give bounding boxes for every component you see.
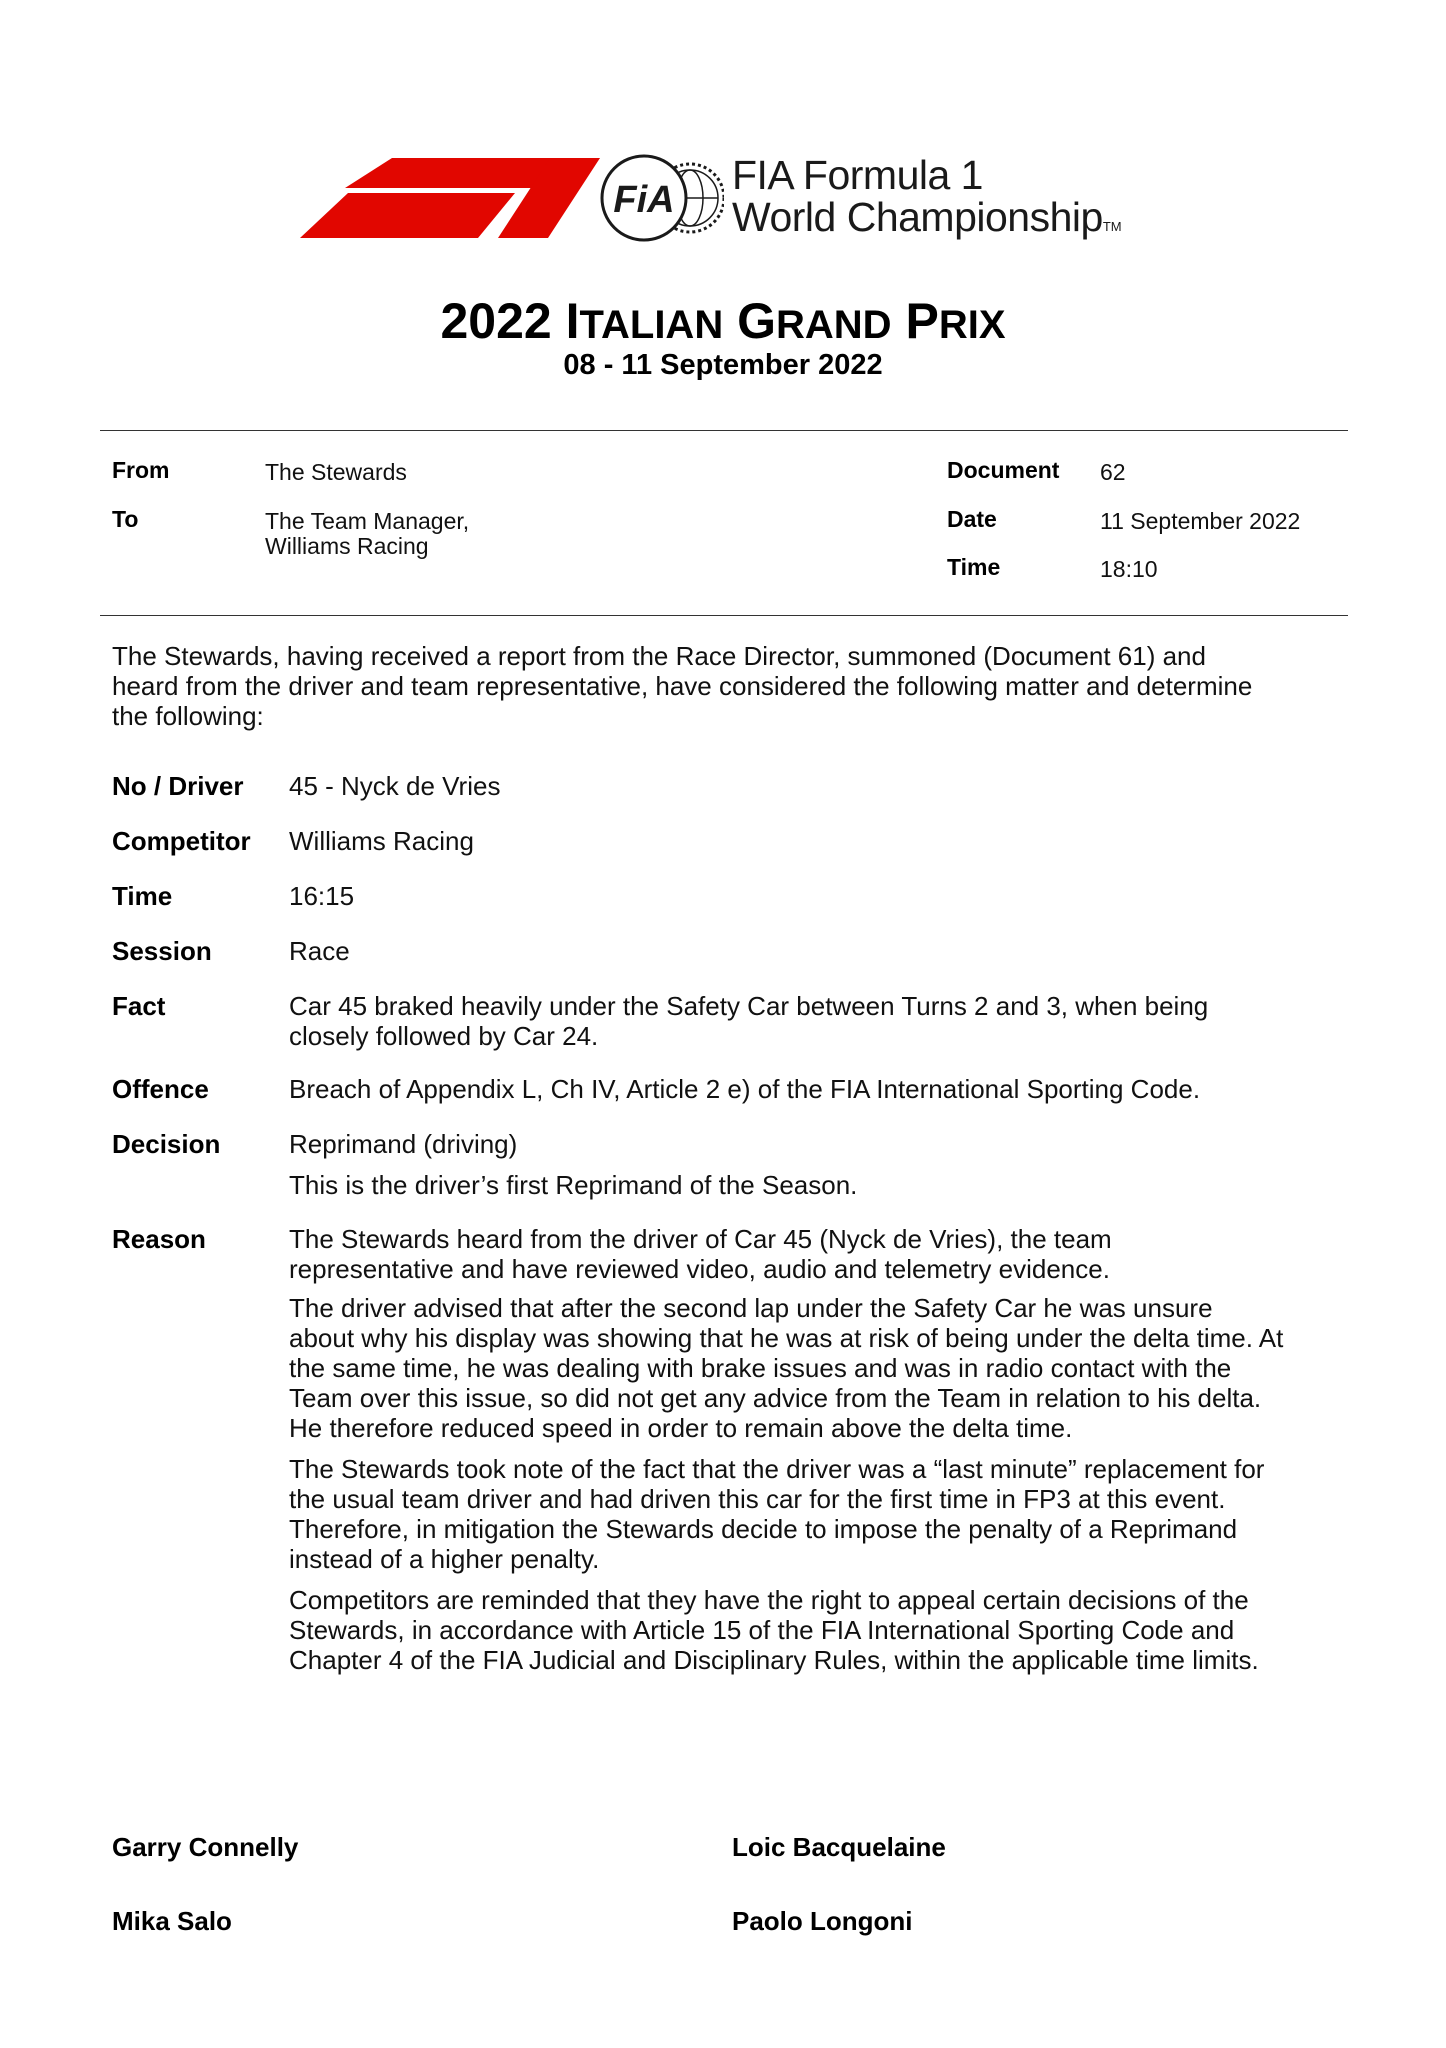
date-value: 11 September 2022 — [1100, 508, 1301, 534]
page-title: 2022 ITALIAN GRAND PRIX — [440, 293, 1006, 349]
trademark-symbol: TM — [1102, 219, 1122, 234]
reason-paragraph-2: The driver advised that after the second lap under the Safety Car he was unsure about why his display was showing that he was at risk of being under the delta time. At the same time, he was dealing with brake issues and was in radio contact with the Team over this issue, so did not get any advice from the Team in relation to his delta. He therefore reduced speed in order to remain above the delta time. — [289, 1293, 1284, 1443]
fact-value: Car 45 braked heavily under the Safety Car between Turns 2 and 3, when being closely followed by Car 24. — [289, 991, 1209, 1051]
championship-wordmark — [732, 154, 1122, 248]
competitor-label: Competitor — [112, 826, 251, 856]
logo-text-line2: World ChampionshipTM — [732, 194, 1122, 240]
offence-value: Breach of Appendix L, Ch IV, Article 2 e) of the FIA International Sporting Code. — [289, 1074, 1201, 1104]
signatory-garry-connelly: Garry Connelly — [112, 1832, 299, 1862]
date-label: Date — [947, 506, 997, 532]
signatory-mika-salo: Mika Salo — [112, 1906, 232, 1936]
from-label: From — [112, 457, 170, 483]
signatory-loic-bacquelaine: Loic Bacquelaine — [732, 1832, 946, 1862]
fact-label: Fact — [112, 991, 166, 1021]
to-label: To — [112, 506, 139, 532]
logo-text-line1: FIA Formula 1 — [732, 152, 983, 198]
reason-label: Reason — [112, 1224, 206, 1254]
signatory-paolo-longoni: Paolo Longoni — [732, 1906, 913, 1936]
decision-note: This is the driver’s first Reprimand of the Season. — [289, 1170, 858, 1200]
decision-value: Reprimand (driving) — [289, 1129, 518, 1159]
incident-time-label: Time — [112, 881, 173, 911]
incident-time-value: 16:15 — [289, 881, 355, 911]
f1-logo-icon — [300, 158, 600, 238]
time-value: 18:10 — [1100, 556, 1158, 582]
driver-label: No / Driver — [112, 771, 244, 801]
intro-paragraph: The Stewards, having received a report from the Race Director, summoned (Document 61) and heard from the driver and team representative, have considered the following matter and determine the following: — [112, 641, 1253, 731]
to-value-line2: Williams Racing — [265, 533, 429, 559]
session-value: Race — [289, 936, 350, 966]
header-top-divider — [100, 430, 1348, 431]
decision-label: Decision — [112, 1129, 221, 1159]
document-label: Document — [947, 457, 1060, 483]
fia-wordmark: FiA — [613, 179, 675, 221]
header-bottom-divider — [100, 615, 1348, 616]
document-value: 62 — [1100, 459, 1126, 485]
f1-logo-stroke-lower — [300, 193, 515, 238]
fia-globe-icon — [598, 150, 724, 246]
fia-f1-logo — [300, 150, 1180, 260]
reason-paragraph-1: The Stewards heard from the driver of Car 45 (Nyck de Vries), the team representative and have reviewed video, audio and telemetry evidence. — [289, 1224, 1112, 1284]
from-value: The Stewards — [265, 459, 407, 485]
reason-paragraph-3: The Stewards took note of the fact that the driver was a “last minute” replacement for the usual team driver and had driven this car for the first time in FP3 at this event. Therefore, in mitigation the Stewards decide to impose the penalty of a Reprimand instead of a higher penalty. — [289, 1454, 1265, 1574]
offence-label: Offence — [112, 1074, 209, 1104]
reason-paragraph-4: Competitors are reminded that they have the right to appeal certain decisions of the Stewards, in accordance with Article 15 of the FIA International Sporting Code and Chapter 4 of the FIA Judicial and Disciplinary Rules, within the applicable time limits. — [289, 1585, 1259, 1675]
driver-value: 45 - Nyck de Vries — [289, 771, 501, 801]
competitor-value: Williams Racing — [289, 826, 474, 856]
session-label: Session — [112, 936, 212, 966]
time-label: Time — [947, 554, 1001, 580]
to-value-line1: The Team Manager, — [265, 508, 470, 534]
event-dates: 08 - 11 September 2022 — [563, 349, 883, 381]
